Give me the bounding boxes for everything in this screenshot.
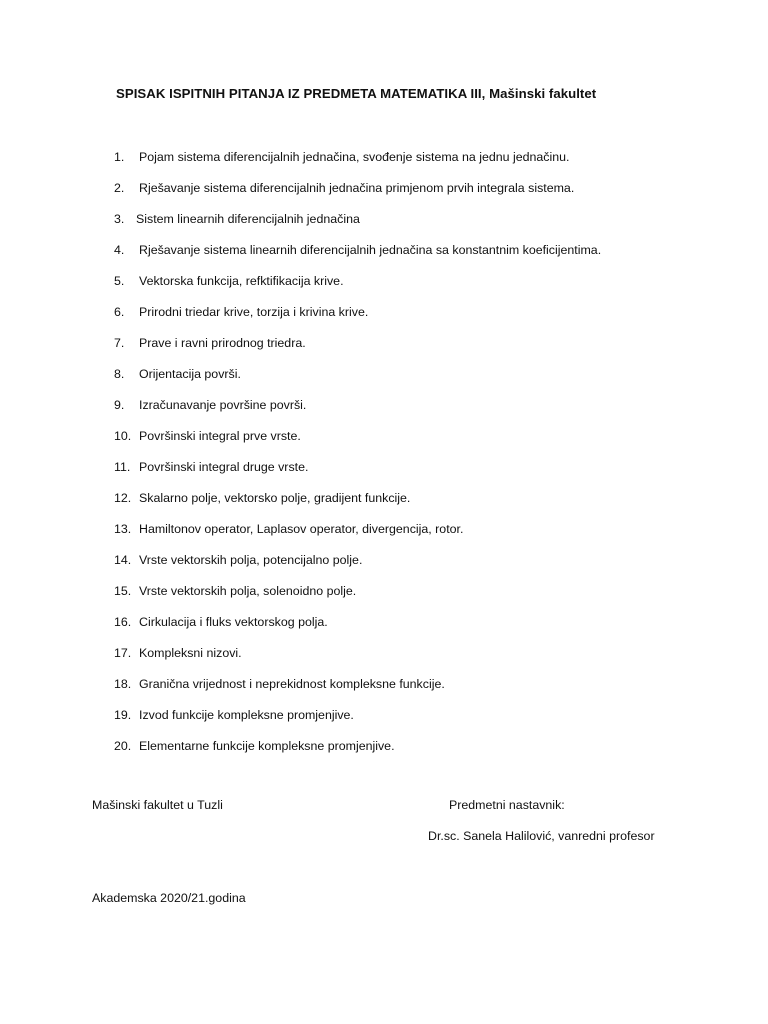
question-number: 8.	[114, 367, 125, 381]
question-text: Granična vrijednost i neprekidnost kompleksne funkcije.	[139, 677, 445, 691]
question-number: 15.	[114, 584, 132, 598]
teacher-label: Predmetni nastavnik:	[449, 798, 565, 812]
question-text: Pojam sistema diferencijalnih jednačina, svođenje sistema na jednu jednačinu.	[139, 150, 570, 164]
question-number: 13.	[114, 522, 132, 536]
academic-year: Akademska 2020/21.godina	[92, 891, 246, 905]
question-text: Orijentacija površi.	[139, 367, 241, 381]
question-text: Površinski integral druge vrste.	[139, 460, 309, 474]
question-number: 11.	[114, 460, 131, 474]
question-number: 16.	[114, 615, 132, 629]
question-number: 19.	[114, 708, 132, 722]
faculty-name: Mašinski fakultet u Tuzli	[92, 798, 223, 812]
question-number: 20.	[114, 739, 132, 753]
question-number: 4.	[114, 243, 125, 257]
question-number: 14.	[114, 553, 132, 567]
teacher-name: Dr.sc. Sanela Halilović, vanredni profesor	[428, 829, 655, 843]
question-number: 9.	[114, 398, 125, 412]
question-number: 1.	[114, 150, 125, 164]
document-title: SPISAK ISPITNIH PITANJA IZ PREDMETA MATEMATIKA III, Mašinski fakultet	[116, 86, 597, 101]
question-number: 5.	[114, 274, 125, 288]
question-text: Vrste vektorskih polja, solenoidno polje.	[139, 584, 357, 598]
question-text: Vektorska funkcija, refktifikacija krive.	[139, 274, 344, 288]
question-number: 10.	[114, 429, 132, 443]
question-text: Izvod funkcije kompleksne promjenjive.	[139, 708, 354, 722]
question-number: 3.	[114, 212, 125, 226]
question-text: Sistem linearnih diferencijalnih jednačina	[136, 212, 360, 226]
question-number: 18.	[114, 677, 132, 691]
question-text: Površinski integral prve vrste.	[139, 429, 301, 443]
question-number: 7.	[114, 336, 125, 350]
question-text: Prirodni triedar krive, torzija i krivina krive.	[139, 305, 369, 319]
question-number: 6.	[114, 305, 125, 319]
question-text: Prave i ravni prirodnog triedra.	[139, 336, 306, 350]
question-text: Hamiltonov operator, Laplasov operator, divergencija, rotor.	[139, 522, 464, 536]
question-text: Rješavanje sistema diferencijalnih jednačina primjenom prvih integrala sistema.	[139, 181, 575, 195]
question-text: Izračunavanje površine površi.	[139, 398, 307, 412]
question-text: Vrste vektorskih polja, potencijalno polje.	[139, 553, 363, 567]
question-number: 12.	[114, 491, 132, 505]
question-text: Skalarno polje, vektorsko polje, gradijent funkcije.	[139, 491, 411, 505]
question-text: Elementarne funkcije kompleksne promjenjive.	[139, 739, 395, 753]
question-text: Rješavanje sistema linearnih diferencijalnih jednačina sa konstantnim koeficijentima.	[139, 243, 602, 257]
question-number: 17.	[114, 646, 132, 660]
question-text: Cirkulacija i fluks vektorskog polja.	[139, 615, 328, 629]
question-text: Kompleksni nizovi.	[139, 646, 242, 660]
question-number: 2.	[114, 181, 125, 195]
